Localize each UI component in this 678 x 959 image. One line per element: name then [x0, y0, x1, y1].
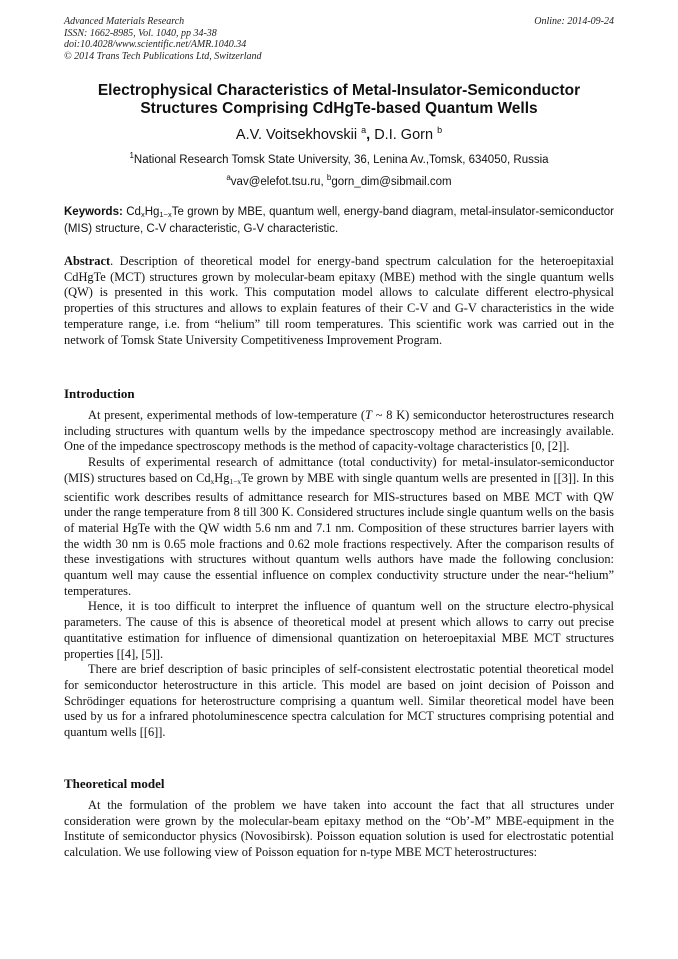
theory-paragraph-1: At the formulation of the problem we have taken into account the fact that all structures under consideration were grown by the molecular-beam epitaxy method on the “Ob’-M” MBE-equipment in the Institute of semiconductor physics (Novosibirsk). Poisson equation solution is used for electrostatic potential calculation. We use following view of Poisson equation for n-type MBE MCT heterostructures: [64, 798, 614, 860]
kw-hg: Hg [144, 206, 160, 218]
introduction-body [64, 408, 614, 741]
intro-paragraph-1 [64, 408, 614, 455]
email-a-mark: a [226, 173, 231, 182]
title-line-2: Structures Comprising CdHgTe-based Quantum Wells [140, 100, 538, 117]
abstract [64, 254, 614, 348]
email-b-mark: b [326, 173, 332, 182]
intro-p2-1x: 1−x [229, 476, 242, 486]
intro-p1-T: T [365, 408, 372, 422]
intro-paragraph-3: Hence, it is too difficult to interpret the influence of quantum well on the structure electro-physical parameters. The cause of this is absence of theoretical model at present which allows to carry out precise quantitative estimation for influence of dimensional quantization on heteroepitaxial MBE MCT structures properties [[4], [5]]. [64, 599, 614, 661]
intro-p1-a: At present, experimental methods of low-temperature ( [88, 408, 366, 422]
online-date: Online: 2014-09-24 [534, 16, 614, 27]
affiliation-text: National Research Tomsk State University, 36, Lenina Av.,Tomsk, 634050, Russia [133, 154, 549, 166]
intro-p1-b: ~ 8 K) semiconductor heterostructures research including structures with quantum wells by the impedance spectroscopy method are increasingly available. One of the impedance spectroscopy methods is the method of capacity-voltage characteristics [0, [2]]. [64, 408, 614, 454]
doi-line: doi:10.4028/www.scientific.net/AMR.1040.34 [64, 39, 247, 50]
abstract-label: Abstract [64, 254, 111, 268]
kw-cd: Cd [126, 206, 141, 218]
title-line-1: Electrophysical Characteristics of Metal-Insulator-Semiconductor [97, 82, 581, 99]
author-emails [64, 170, 614, 190]
abstract-text: . Description of theoretical model for energy-band spectrum calculation for the heteroepitaxial CdHgTe (MCT) structures grown by molecular-beam epitaxy (MBE) method with the single quantum wells (QW) is presented in this work. This computation model allows to calculate different electro-physical properties of this structures and allows to explain features of their C-V and G-V characteristics in the wide temperature range, i.e. from “helium” till room temperatures. This scientific work was carried out in the network of Tomsk State University Competitiveness Improvement Program. [64, 254, 614, 347]
affiliation [64, 148, 614, 168]
issn-line: ISSN: 1662-8985, Vol. 1040, pp 34-38 [64, 27, 217, 39]
theory-body [64, 798, 614, 861]
intro-paragraph-4: There are brief description of basic principles of self-consistent electrostatic potential theoretical model for semiconductor heterostructure in this article. This model are based on joint decision of Poisson and Schrödinger equations for heterostructure comprising a quantum well. Similar theoretical model have been used by us for a infrared photoluminescence spectra calculation for MCT structures comprising potential and quantum wells [[6]]. [64, 662, 614, 740]
affiliation-mark: 1 [129, 151, 134, 160]
introduction-heading: Introduction [64, 386, 135, 401]
theory-heading: Theoretical model [64, 776, 165, 791]
intro-p2-hg: Hg [214, 470, 230, 485]
keywords-label: Keywords: [64, 206, 123, 218]
journal-name: Advanced Materials Research [64, 16, 185, 27]
author-1: A.V. Voitsekhovskii [235, 127, 358, 143]
paper-title [64, 82, 614, 118]
author-list [64, 121, 614, 144]
copyright-line: © 2014 Trans Tech Publications Ltd, Switzerland [64, 50, 262, 62]
keywords-text: Te grown by MBE, quantum well, energy-band diagram, metal-insulator-semiconductor (MIS) structure, C-V characteristic, G-V characteristic. [64, 206, 614, 236]
keywords [64, 205, 614, 238]
journal-header [64, 16, 262, 62]
email-a: vav@elefot.tsu.ru, [230, 176, 324, 188]
email-b: gorn_dim@sibmail.com [331, 176, 452, 188]
kw-1x: 1−x [159, 210, 172, 219]
intro-p2-b: Te grown by MBE with single quantum wells are presented in [[3]]. In this scientific work describes results of admittance research for MIS-structures based on MBE MCT with QW under the range temperature from 8 till 300 K. Considered structures include single quantum wells on the basis of material HgTe with the QW width 5.6 nm and 7.1 nm. Composition of these structures barrier layers with the width 30 nm is 0.65 mole fractions and 0.62 mole fractions respectively. After the comparison results of these investigations with structures without quantum wells authors have made the following conclusion: quantum well may cause the essential influence on complex conductivity structure under the near-“helium” temperatures. [64, 470, 614, 598]
author-separator: , [366, 127, 371, 143]
intro-p2-x: x [210, 476, 215, 486]
author-2: D.I. Gorn [374, 127, 434, 143]
intro-p2-a: Results of experimental research of admittance (total conductivity) for metal-insulator-semiconductor (MIS) structures based on Cd [64, 455, 614, 485]
author-2-mark: b [437, 125, 443, 135]
intro-paragraph-2 [64, 455, 614, 599]
author-1-mark: a [361, 125, 367, 135]
kw-x: x [140, 210, 145, 219]
